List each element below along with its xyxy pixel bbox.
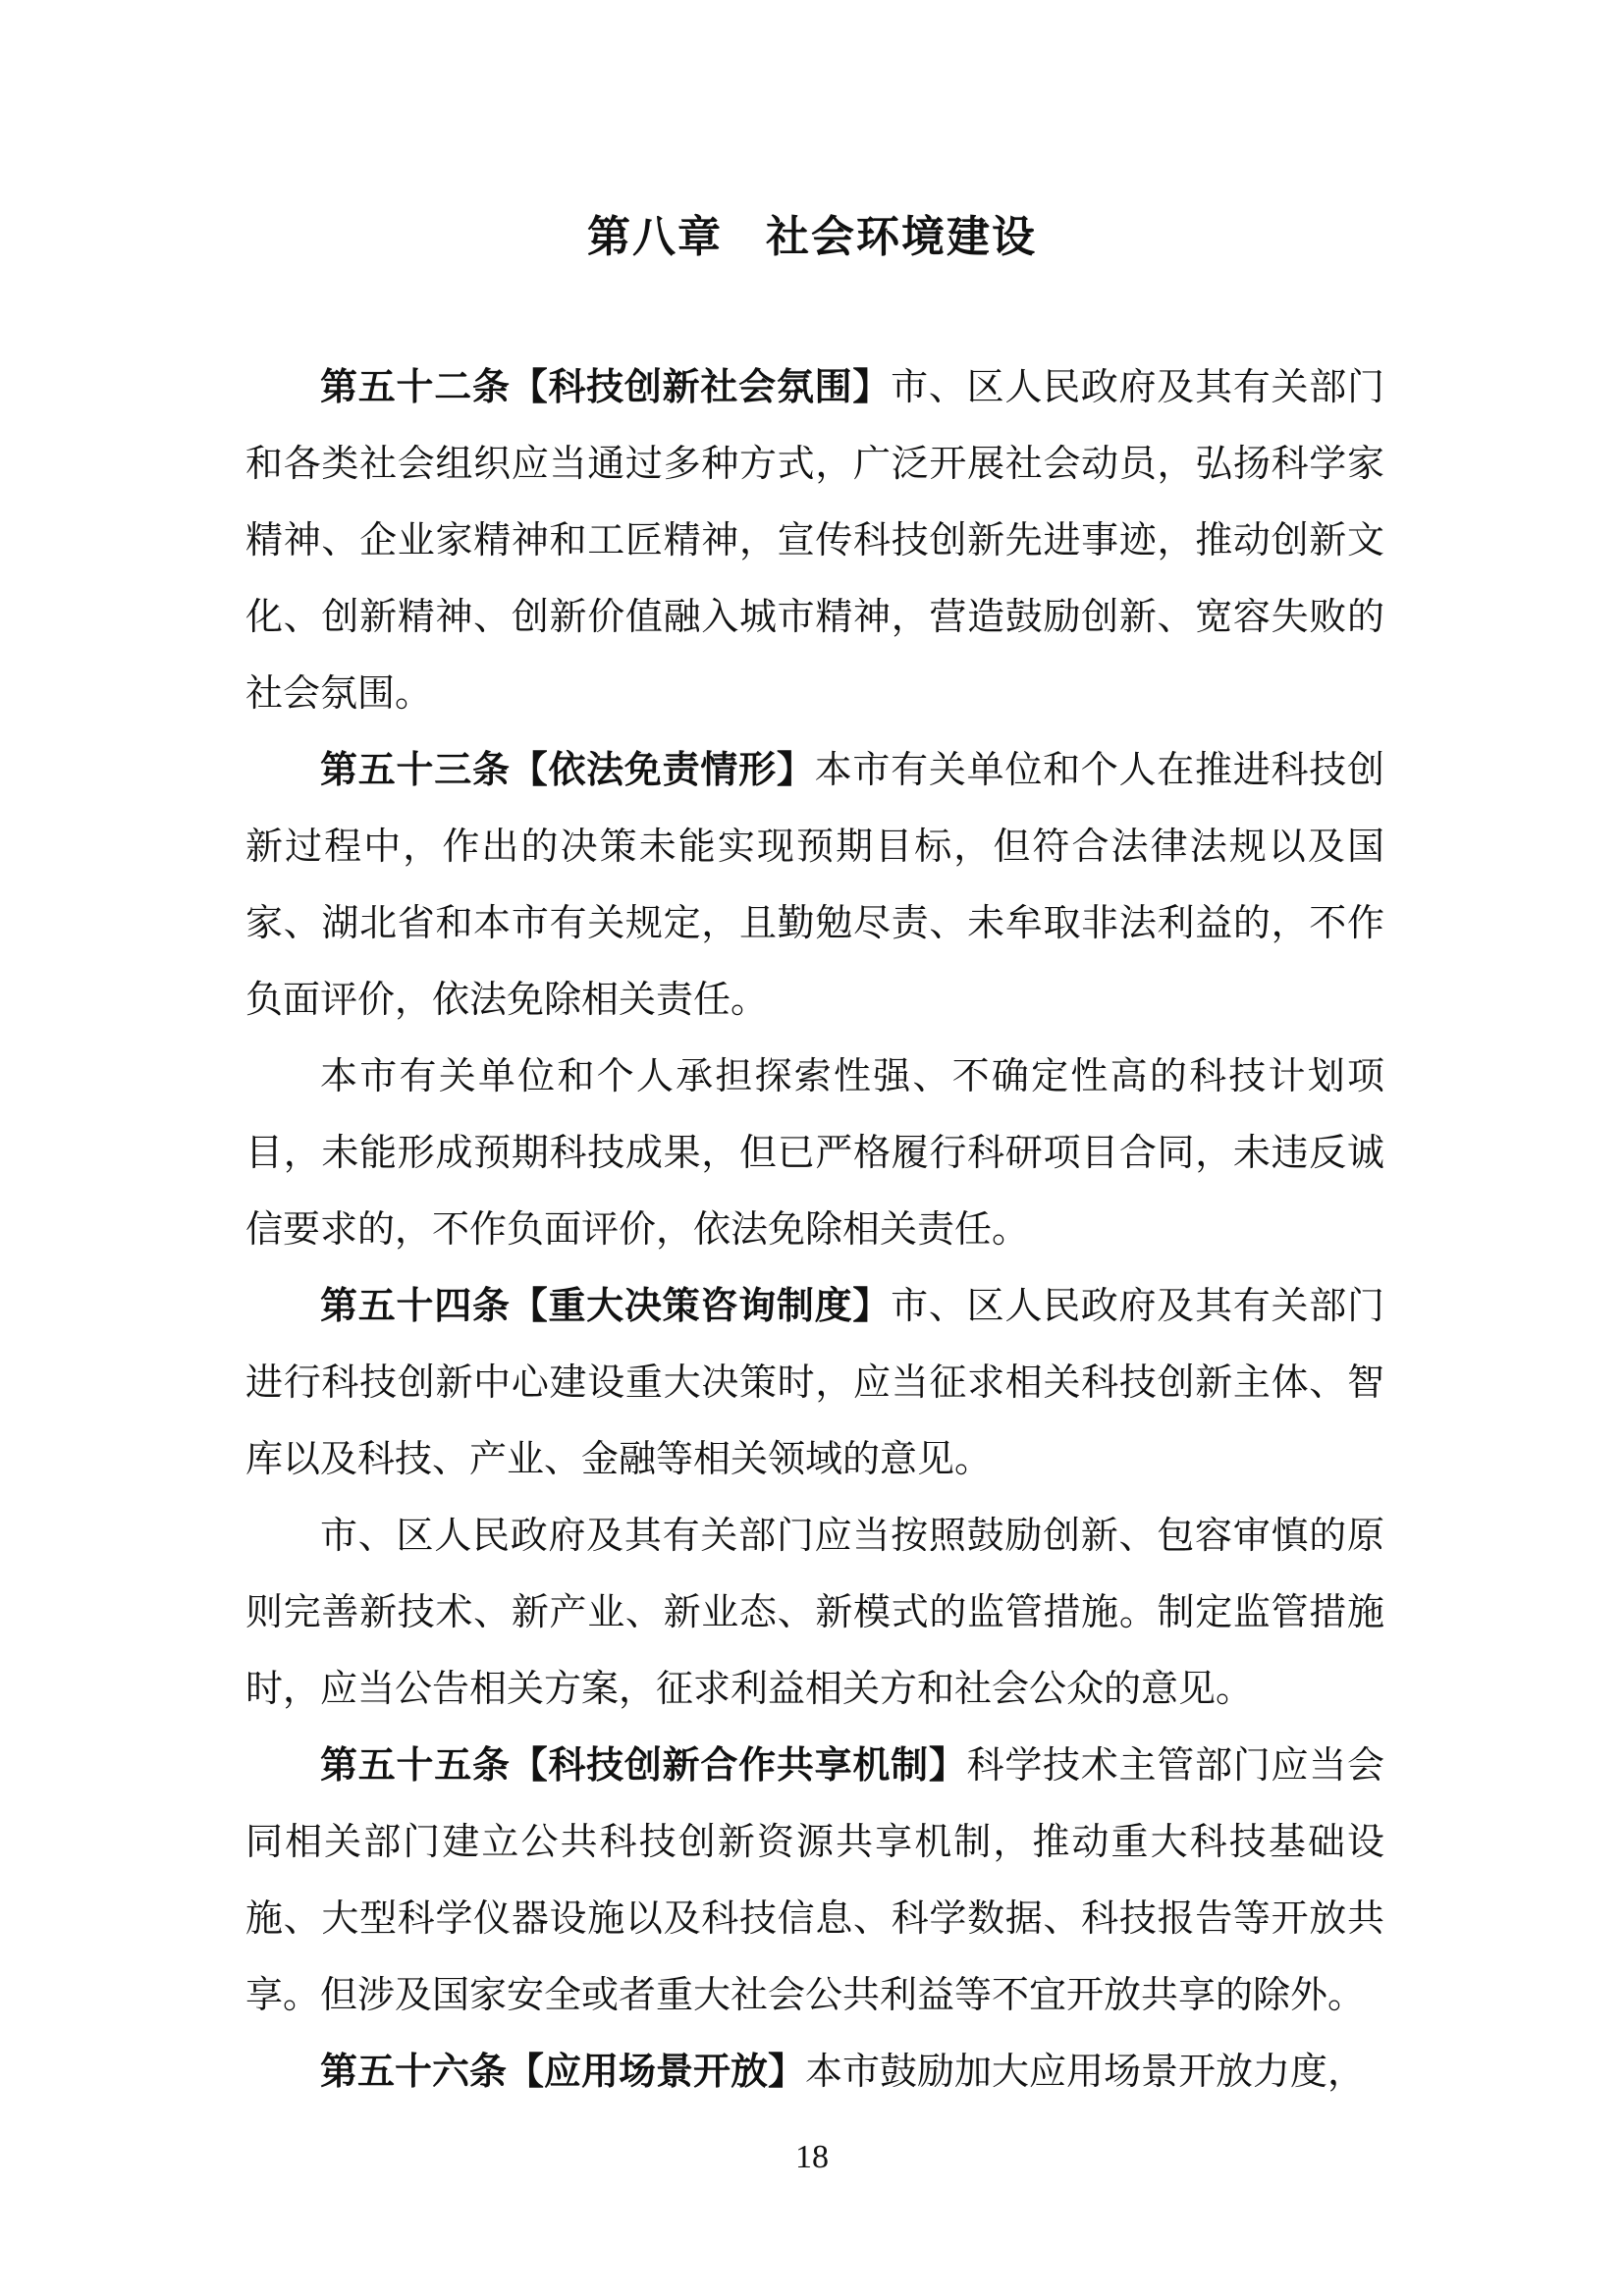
article-54-paragraph-2 — [245, 1497, 1384, 1727]
article-body: 市、区人民政府及其有关部门和各类社会组织应当通过多种方式，广泛开展社会动员，弘扬科学家精神、企业家精神和工匠精神，宣传科技创新先进事迹，推动创新文化、创新精神、创新价值融入城市精神，营造鼓励创新、宽容失败的社会氛围。 — [245, 365, 1384, 715]
article-body: 本市鼓励加大应用场景开放力度， — [805, 2050, 1366, 2093]
article-heading: 第五十二条【科技创新社会氛围】 — [320, 365, 892, 408]
article-body: 本市有关单位和个人承担探索性强、不确定性高的科技计划项目，未能形成预期科技成果，但已严格履行科研项目合同，未违反诚信要求的，不作负面评价，依法免除相关责任。 — [245, 1054, 1384, 1251]
article-55 — [245, 1727, 1384, 2033]
chapter-title — [0, 208, 1624, 267]
article-53 — [245, 731, 1384, 1038]
chapter-number: 第八章 — [587, 212, 723, 262]
article-body: 市、区人民政府及其有关部门进行科技创新中心建设重大决策时，应当征求相关科技创新主体、智库以及科技、产业、金融等相关领域的意见。 — [245, 1284, 1384, 1480]
article-heading: 第五十四条【重大决策咨询制度】 — [320, 1284, 892, 1327]
article-54 — [245, 1267, 1384, 1497]
article-body: 科学技术主管部门应当会同相关部门建立公共科技创新资源共享机制，推动重大科技基础设施、大型科学仪器设施以及科技信息、科学数据、科技报告等开放共享。但涉及国家安全或者重大社会公共利益等不宜开放共享的除外。 — [245, 1743, 1384, 2016]
article-52 — [245, 348, 1384, 731]
chapter-name: 社会环境建设 — [766, 212, 1037, 262]
article-heading: 第五十三条【依法免责情形】 — [320, 748, 815, 791]
article-body: 市、区人民政府及其有关部门应当按照鼓励创新、包容审慎的原则完善新技术、新产业、新业态、新模式的监管措施。制定监管措施时，应当公告相关方案，征求利益相关方和社会公众的意见。 — [245, 1514, 1384, 1710]
article-heading: 第五十五条【科技创新合作共享机制】 — [320, 1743, 967, 1787]
article-56 — [245, 2033, 1384, 2109]
body-text — [245, 348, 1384, 2109]
article-body: 本市有关单位和个人在推进科技创新过程中，作出的决策未能实现预期目标，但符合法律法规以及国家、湖北省和本市有关规定，且勤勉尽责、未牟取非法利益的，不作负面评价，依法免除相关责任。 — [245, 748, 1384, 1021]
article-heading: 第五十六条【应用场景开放】 — [320, 2050, 806, 2093]
page-number: 18 — [795, 2139, 829, 2175]
article-53-paragraph-2 — [245, 1038, 1384, 1267]
